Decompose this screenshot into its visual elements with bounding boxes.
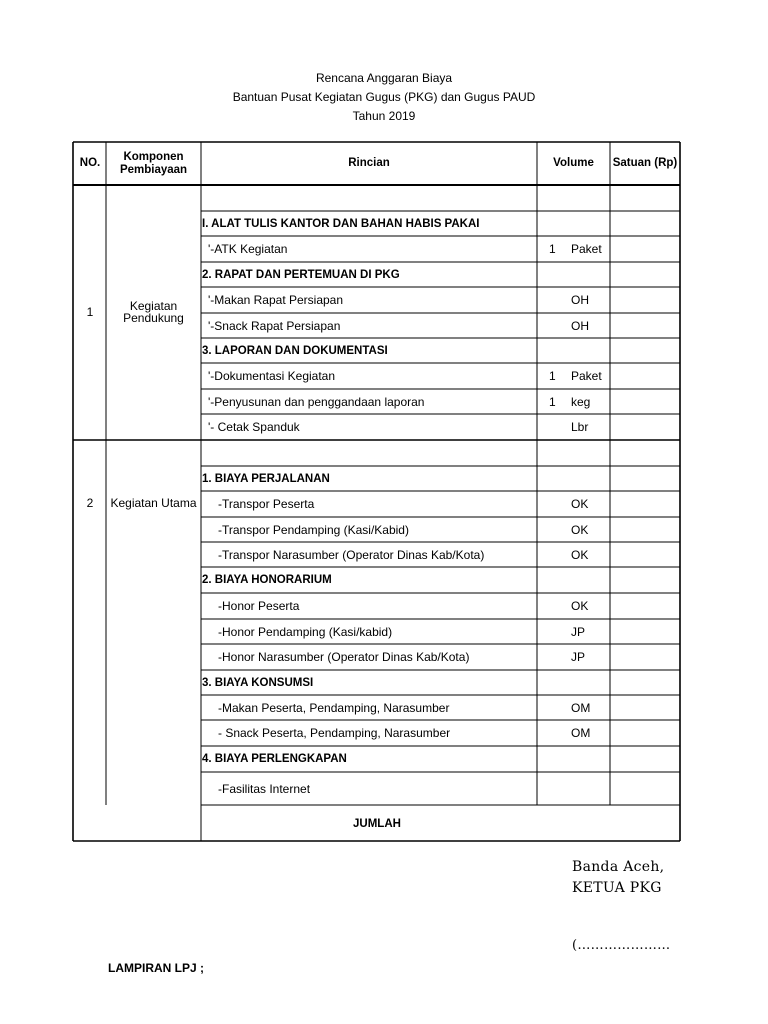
document-subtitle: Bantuan Pusat Kegiatan Gugus (PKG) dan Gugus PAUD bbox=[232, 90, 536, 104]
volume-unit: JP bbox=[571, 650, 586, 664]
document-year: Tahun 2019 bbox=[352, 109, 416, 123]
volume-unit: OK bbox=[571, 523, 589, 537]
volume-unit: OH bbox=[571, 319, 589, 333]
item-description: '- Cetak Spanduk bbox=[208, 420, 300, 434]
item-description: -Transpor Peserta bbox=[218, 497, 315, 511]
section-heading: 4. BIAYA PERLENGKAPAN bbox=[202, 753, 347, 765]
section-heading: 3. LAPORAN DAN DOKUMENTASI bbox=[202, 345, 388, 357]
header-pembiayaan: Pembiayaan bbox=[119, 164, 188, 176]
item-description: -Transpor Pendamping (Kasi/Kabid) bbox=[218, 523, 409, 537]
header-no: NO. bbox=[79, 157, 101, 169]
group-1-komponen-line2: Pendukung bbox=[123, 311, 184, 325]
header-satuan: Satuan (Rp) bbox=[612, 157, 678, 169]
volume-unit: OH bbox=[571, 293, 589, 307]
header-komponen: Komponen bbox=[123, 151, 184, 163]
item-description: -Honor Pendamping (Kasi/kabid) bbox=[218, 625, 393, 639]
item-description: '-Penyusunan dan penggandaan laporan bbox=[208, 395, 425, 409]
group-1-no: 1 bbox=[86, 305, 94, 319]
volume-unit: Paket bbox=[571, 242, 602, 256]
item-description: - Snack Peserta, Pendamping, Narasumber bbox=[218, 726, 451, 740]
signature-name-line: (………………… bbox=[572, 938, 671, 953]
volume-unit: OK bbox=[571, 548, 589, 562]
item-description: -Fasilitas Internet bbox=[218, 782, 311, 796]
section-heading: 3. BIAYA KONSUMSI bbox=[202, 677, 314, 689]
section-heading: 2. BIAYA HONORARIUM bbox=[202, 574, 332, 586]
group-2-komponen: Kegiatan Utama bbox=[110, 496, 197, 510]
volume-qty: 1 bbox=[549, 242, 556, 256]
document-title: Rencana Anggaran Biaya bbox=[315, 71, 453, 85]
volume-unit: OM bbox=[571, 701, 591, 715]
section-heading: 1. BIAYA PERJALANAN bbox=[202, 473, 330, 485]
item-description: -Honor Narasumber (Operator Dinas Kab/Kota) bbox=[218, 650, 470, 664]
section-heading: I. ALAT TULIS KANTOR DAN BAHAN HABIS PAKAI bbox=[202, 218, 480, 230]
volume-unit: OK bbox=[571, 599, 589, 613]
volume-unit: OM bbox=[571, 726, 591, 740]
header-volume: Volume bbox=[553, 157, 594, 169]
volume-qty: 1 bbox=[549, 369, 556, 383]
group-1-komponen: Kegiatan bbox=[129, 299, 178, 313]
jumlah-label: JUMLAH bbox=[353, 818, 401, 830]
item-description: '-Dokumentasi Kegiatan bbox=[208, 369, 336, 383]
signature-role: KETUA PKG bbox=[572, 880, 662, 896]
item-description: -Makan Peserta, Pendamping, Narasumber bbox=[218, 701, 450, 715]
item-description: '-Snack Rapat Persiapan bbox=[208, 319, 341, 333]
section-heading: 2. RAPAT DAN PERTEMUAN DI PKG bbox=[202, 269, 400, 281]
header-rincian: Rincian bbox=[348, 157, 390, 169]
group-2-no: 2 bbox=[86, 496, 94, 510]
volume-unit: OK bbox=[571, 497, 589, 511]
volume-unit: Lbr bbox=[571, 420, 589, 434]
item-description: '-Makan Rapat Persiapan bbox=[208, 293, 344, 307]
signature-place: Banda Aceh, bbox=[572, 859, 665, 875]
item-description: -Transpor Narasumber (Operator Dinas Kab/Kota) bbox=[218, 548, 485, 562]
volume-qty: 1 bbox=[549, 395, 556, 409]
volume-unit: JP bbox=[571, 625, 586, 639]
lampiran-label: LAMPIRAN LPJ ; bbox=[108, 961, 204, 975]
volume-unit: keg bbox=[571, 395, 591, 409]
volume-unit: Paket bbox=[571, 369, 602, 383]
item-description: -Honor Peserta bbox=[218, 599, 300, 613]
item-description: '-ATK Kegiatan bbox=[208, 242, 288, 256]
